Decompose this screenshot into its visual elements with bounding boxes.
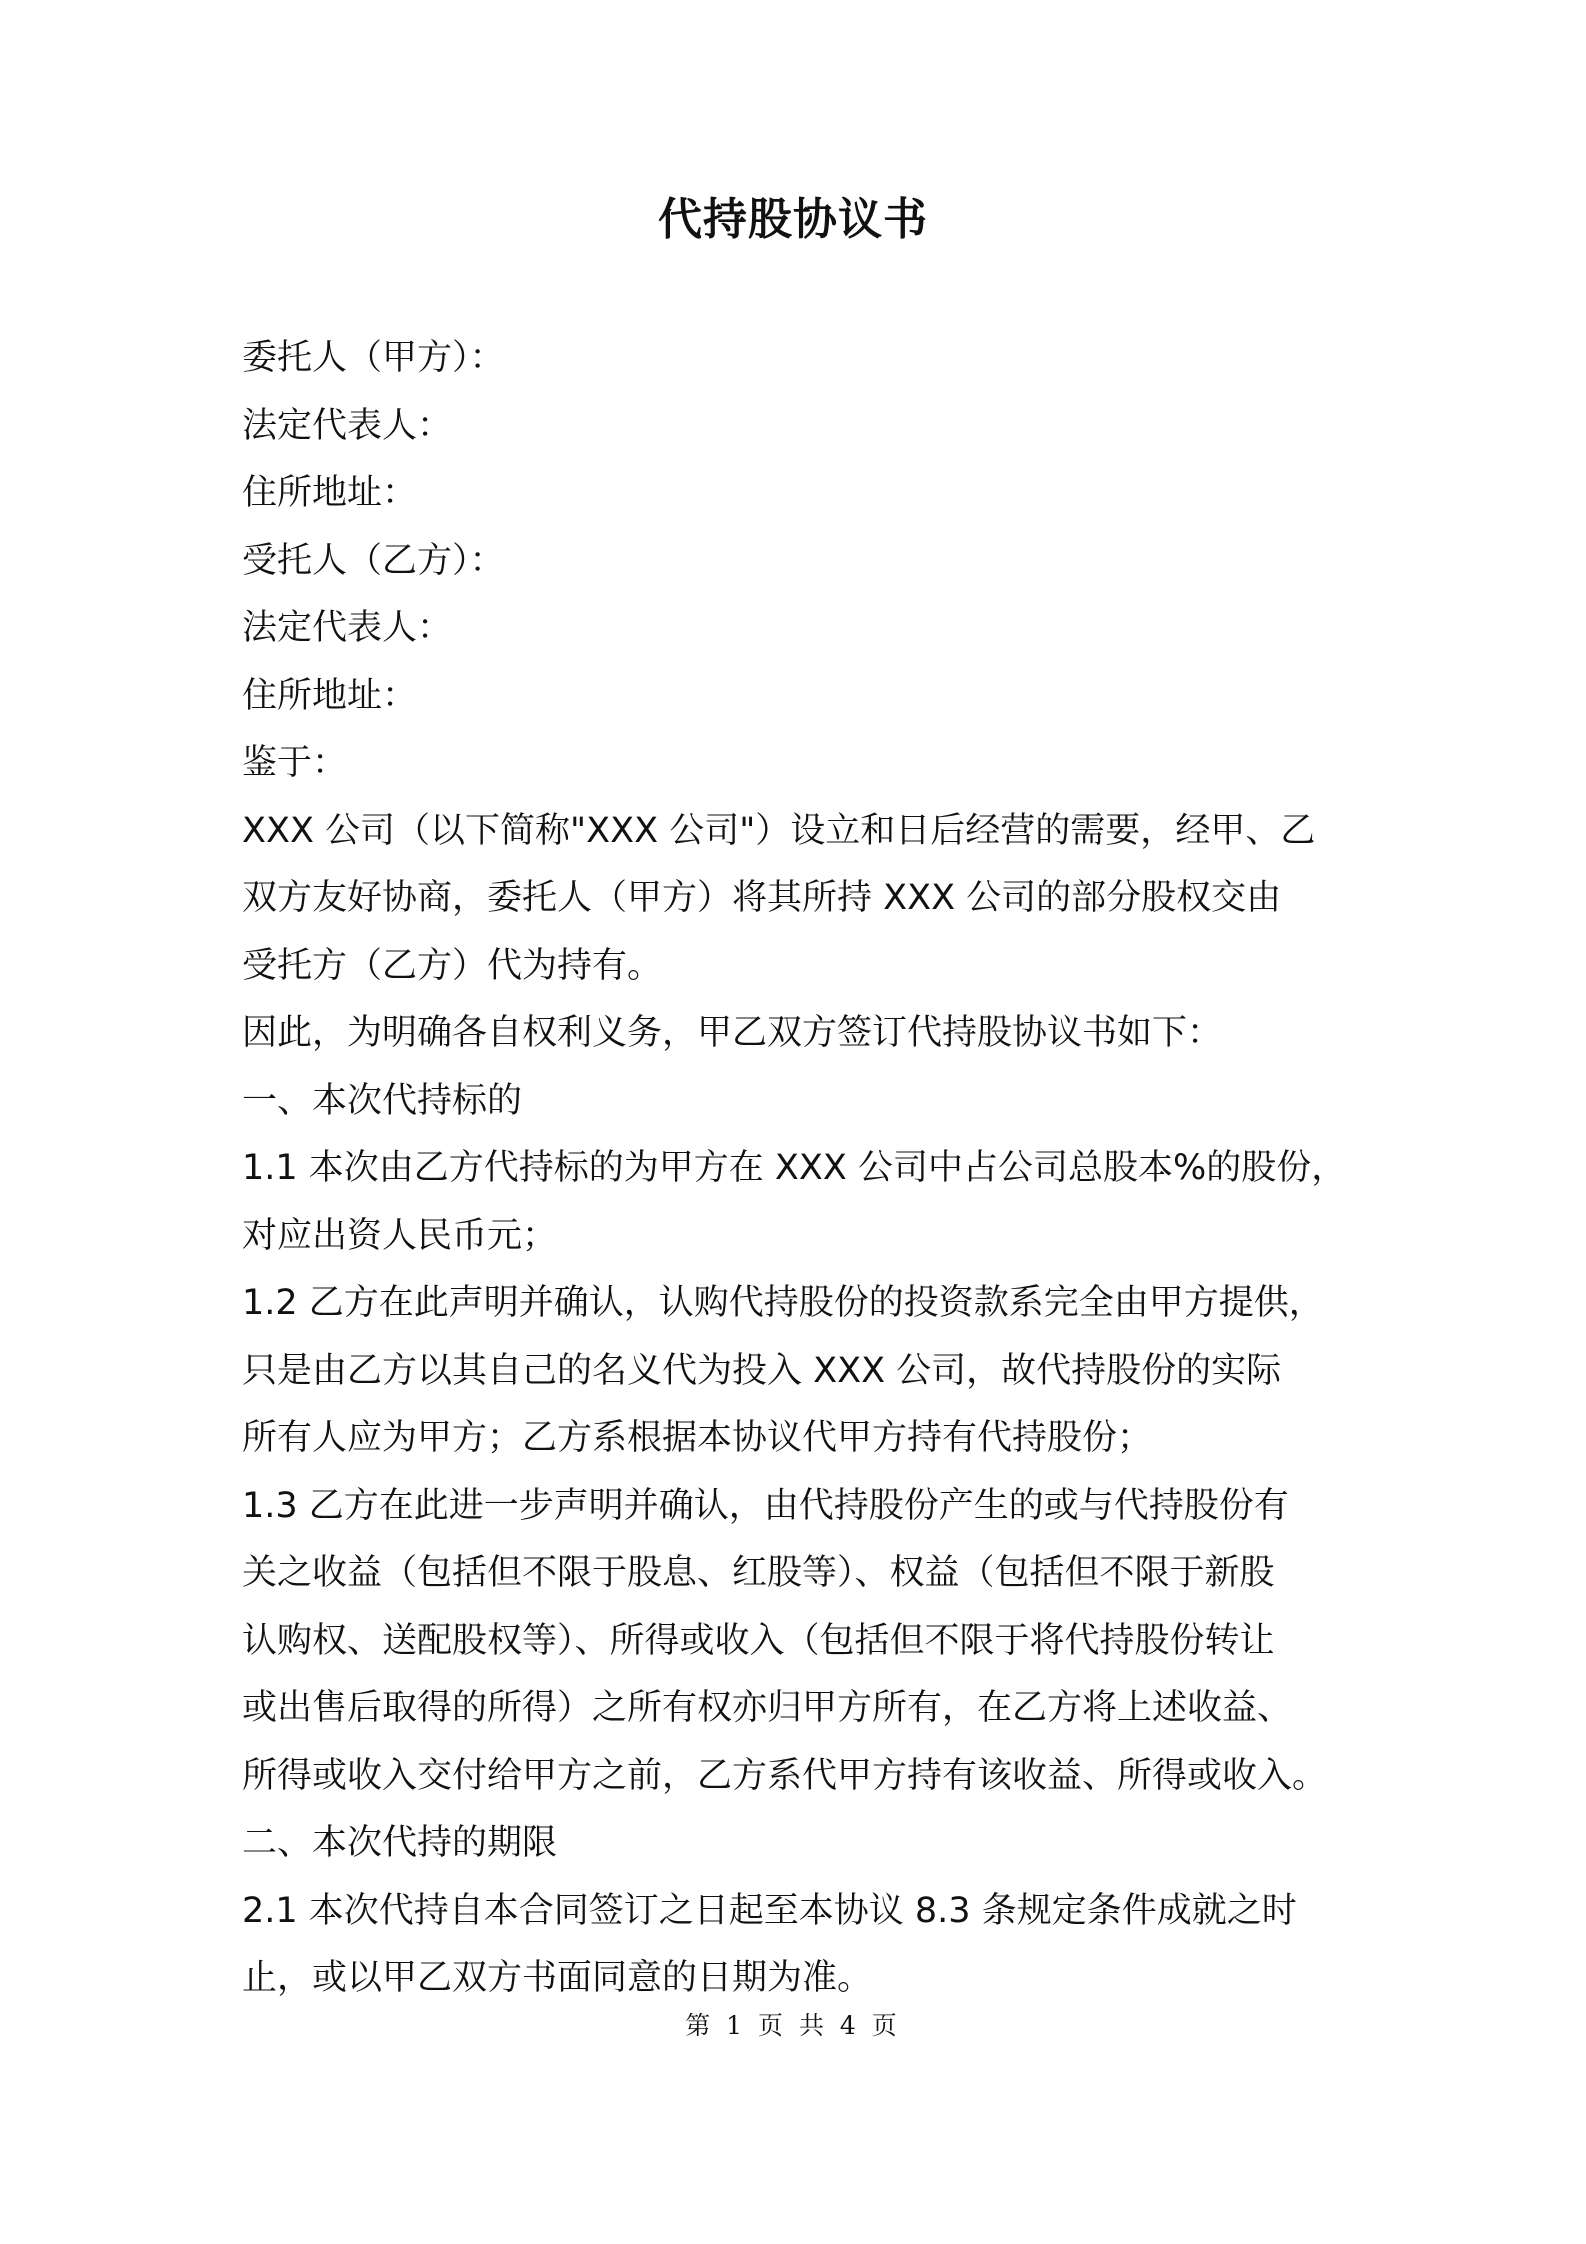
clause-line: 所有人应为甲方；乙方系根据本协议代甲方持有代持股份；: [242, 1418, 1153, 1458]
clause-line: 或出售后取得的所得）之所有权亦归甲方所有，在乙方将上述收益、: [242, 1688, 1293, 1728]
paragraph-line: 受托方（乙方）代为持有。: [242, 945, 663, 986]
clause-line: 1.1 本次由乙方代持标的为甲方在 XXX 公司中占公司总股本%的股份，: [242, 1148, 1347, 1188]
clause-line: 只是由乙方以其自己的名义代为投入 XXX 公司，故代持股份的实际: [242, 1350, 1282, 1391]
clause-line: 认购权、送配股权等）、所得或收入（包括但不限于将代持股份转让: [242, 1620, 1275, 1661]
paragraph-line: 双方友好协商，委托人（甲方）将其所持 XXX 公司的部分股权交由: [242, 878, 1282, 918]
party-a-address-label: 住所地址：: [242, 473, 418, 513]
paragraph-line: XXX 公司（以下简称"XXX 公司"）设立和日后经营的需要，经甲、乙: [242, 810, 1316, 851]
paragraph-line: 因此，为明确各自权利义务，甲乙双方签订代持股协议书如下：: [242, 1013, 1223, 1053]
clause-line: 关之收益（包括但不限于股息、红股等）、权益（包括但不限于新股: [242, 1553, 1275, 1593]
clause-line: 对应出资人民币元；: [242, 1215, 558, 1256]
clause-line: 所得或收入交付给甲方之前，乙方系代甲方持有该收益、所得或收入。: [242, 1755, 1328, 1796]
document-body: [242, 325, 1362, 2013]
party-b-legal-rep-label: 法定代表人：: [242, 608, 453, 648]
document-title: 代持股协议书: [658, 194, 928, 245]
section-heading: 二、本次代持的期限: [242, 1823, 558, 1863]
party-b-label: 受托人（乙方）：: [242, 540, 505, 581]
page-footer: 第 1 页 共 4 页: [685, 2011, 901, 2040]
whereas-heading: 鉴于：: [242, 743, 348, 783]
clause-line: 2.1 本次代持自本合同签订之日起至本协议 8.3 条规定条件成就之时: [242, 1890, 1297, 1931]
clause-line: 1.2 乙方在此声明并确认，认购代持股份的投资款系完全由甲方提供，: [242, 1283, 1324, 1323]
party-a-label: 委托人（甲方）：: [242, 338, 505, 378]
party-b-address-label: 住所地址：: [242, 675, 418, 716]
clause-line: 止，或以甲乙双方书面同意的日期为准。: [242, 1958, 873, 1998]
party-a-legal-rep-label: 法定代表人：: [242, 405, 453, 446]
clause-line: 1.3 乙方在此进一步声明并确认，由代持股份产生的或与代持股份有: [242, 1485, 1289, 1526]
section-heading: 一、本次代持标的: [242, 1080, 523, 1121]
